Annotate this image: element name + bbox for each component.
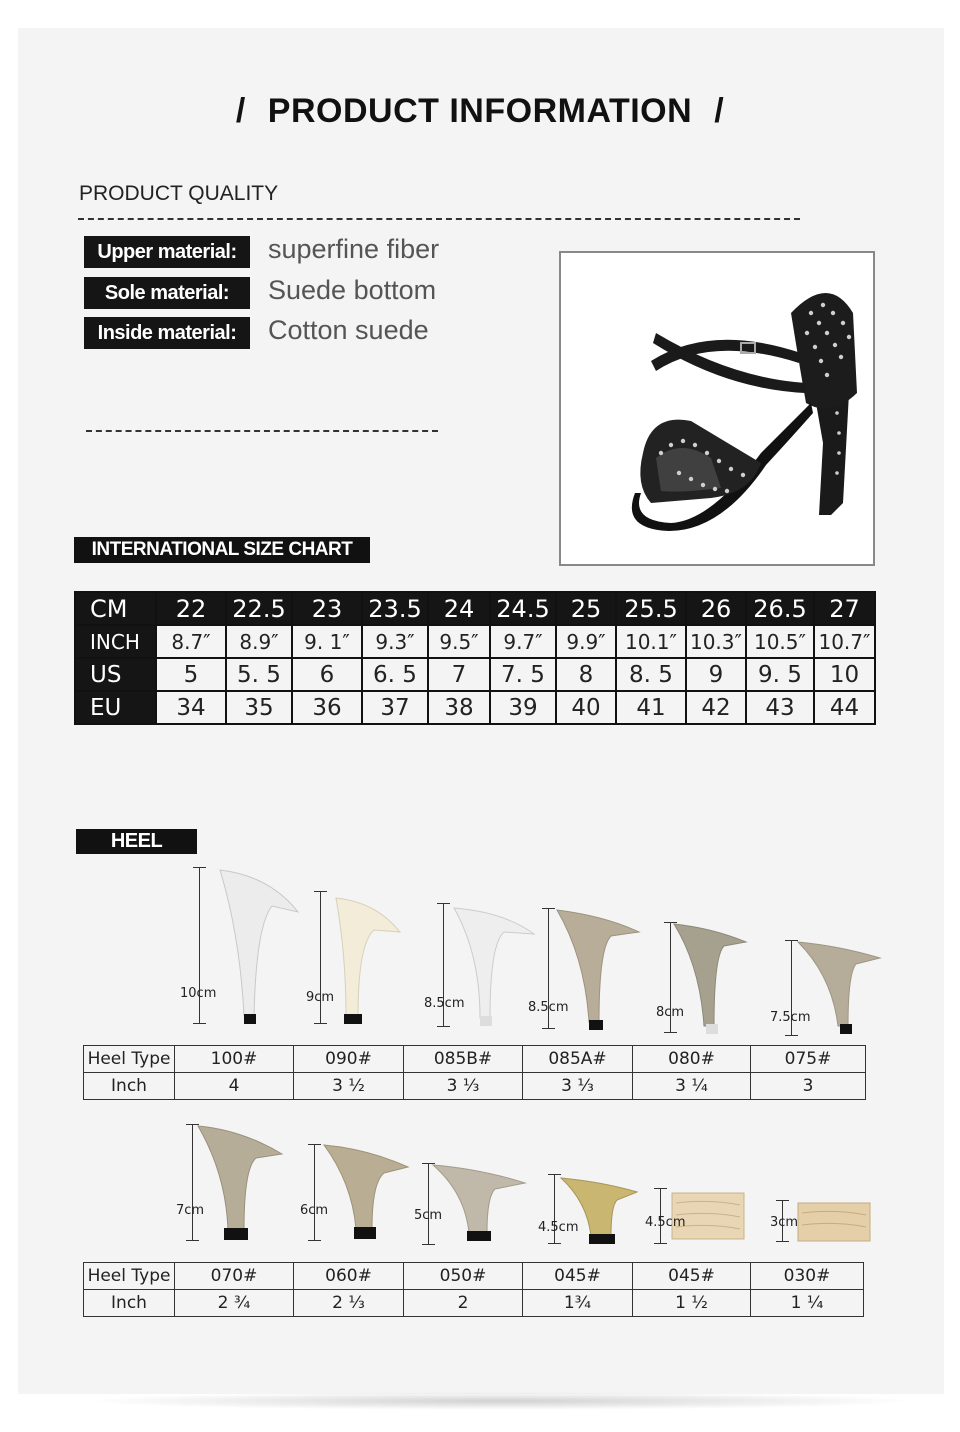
heel-inch-label: Inch	[84, 1290, 175, 1317]
heel-inch-cell: 1 ¼	[751, 1290, 864, 1317]
heel-080-image	[672, 922, 748, 1038]
heel-030-image	[796, 1201, 872, 1243]
size-cell: 5. 5	[226, 658, 292, 691]
size-cell: 23.5	[362, 592, 428, 625]
heel-inch-cell: 4	[175, 1073, 294, 1100]
heel-inch-cell: 2 ⅓	[294, 1290, 404, 1317]
size-cell: 23	[292, 592, 362, 625]
size-cell: 6	[292, 658, 362, 691]
dimension-marker	[192, 1124, 193, 1241]
sole-material-value: Suede bottom	[268, 275, 437, 305]
heel-050-image	[431, 1163, 527, 1245]
upper-material-value: superfine fiber	[268, 234, 440, 264]
heel-height-label: 5cm	[414, 1208, 443, 1223]
size-cell: 40	[556, 691, 616, 724]
heel-type-label: Heel Type	[84, 1263, 175, 1290]
heel-inch-cell: 1 ½	[633, 1290, 751, 1317]
heel-banner: HEEL	[76, 829, 197, 854]
heel-height-label: 4.5cm	[645, 1215, 686, 1230]
heel-inch-cell: 3	[751, 1073, 866, 1100]
size-chart-banner: INTERNATIONAL SIZE CHART	[74, 537, 370, 563]
dimension-marker	[314, 1144, 315, 1241]
size-cell: 8.9″	[226, 625, 292, 658]
heel-inch-cell: 3 ¼	[633, 1073, 751, 1100]
heel-inch-cell: 3 ⅓	[404, 1073, 523, 1100]
heel-type-cell: 080#	[633, 1046, 751, 1073]
heel-height-label: 4.5cm	[538, 1220, 579, 1235]
size-cell: 22.5	[226, 592, 292, 625]
heel-height-label: 6cm	[300, 1203, 329, 1218]
heel-type-cell: 085A#	[523, 1046, 633, 1073]
dashed-divider-bottom	[86, 430, 438, 432]
heel-type-row	[84, 1263, 864, 1290]
row-header-cm: CM	[75, 592, 156, 625]
heel-inch-row	[84, 1290, 864, 1317]
size-cell: 10.3″	[686, 625, 746, 658]
size-cell: 41	[616, 691, 686, 724]
size-cell: 24	[428, 592, 490, 625]
size-cell: 8	[556, 658, 616, 691]
size-cell: 43	[746, 691, 814, 724]
size-row-cm	[75, 592, 875, 625]
size-cell: 9. 5	[746, 658, 814, 691]
size-cell: 35	[226, 691, 292, 724]
heel-060-image	[322, 1143, 410, 1241]
heel-type-cell: 070#	[175, 1263, 294, 1290]
heel-height-label: 8.5cm	[424, 996, 465, 1011]
size-cell: 9.7″	[490, 625, 556, 658]
heel-height-label: 9cm	[306, 990, 335, 1005]
heel-045-image	[559, 1176, 639, 1246]
heel-inch-row	[84, 1073, 866, 1100]
heel-inch-cell: 2 ¾	[175, 1290, 294, 1317]
heel-type-cell: 100#	[175, 1046, 294, 1073]
size-row-inch	[75, 625, 875, 658]
size-cell: 5	[156, 658, 226, 691]
size-cell: 9.9″	[556, 625, 616, 658]
size-cell: 38	[428, 691, 490, 724]
product-quality-label: PRODUCT QUALITY	[79, 182, 279, 205]
row-header-eu: EU	[75, 691, 156, 724]
heel-type-cell: 090#	[294, 1046, 404, 1073]
heel-type-cell: 045#	[633, 1263, 751, 1290]
product-photo	[559, 251, 875, 566]
size-cell: 22	[156, 592, 226, 625]
heel-table-row1	[83, 1045, 866, 1100]
size-cell: 25.5	[616, 592, 686, 625]
heel-type-cell: 075#	[751, 1046, 866, 1073]
title-slash-right: /	[714, 92, 725, 130]
size-cell: 24.5	[490, 592, 556, 625]
size-cell: 39	[490, 691, 556, 724]
heel-inch-cell: 2	[404, 1290, 523, 1317]
size-cell: 34	[156, 691, 226, 724]
size-cell: 26.5	[746, 592, 814, 625]
size-cell: 7. 5	[490, 658, 556, 691]
heel-inch-label: Inch	[84, 1073, 175, 1100]
heel-type-cell: 045#	[523, 1263, 633, 1290]
size-cell: 7	[428, 658, 490, 691]
heel-type-cell: 050#	[404, 1263, 523, 1290]
heel-100-image	[210, 866, 300, 1026]
inside-material-key: Inside material:	[84, 317, 250, 349]
heel-type-cell: 030#	[751, 1263, 864, 1290]
page-title	[0, 92, 960, 131]
upper-material-key: Upper material:	[84, 236, 250, 268]
heel-height-label: 10cm	[180, 986, 217, 1001]
size-cell: 8. 5	[616, 658, 686, 691]
heel-090-image	[332, 894, 402, 1026]
size-cell: 44	[814, 691, 875, 724]
size-cell: 9	[686, 658, 746, 691]
sole-material-key: Sole material:	[84, 277, 250, 309]
heel-inch-cell: 3 ⅓	[523, 1073, 633, 1100]
size-row-us	[75, 658, 875, 691]
size-cell: 10.1″	[616, 625, 686, 658]
heel-height-label: 8cm	[656, 1005, 685, 1020]
size-cell: 10.7″	[814, 625, 875, 658]
size-cell: 37	[362, 691, 428, 724]
size-cell: 10	[814, 658, 875, 691]
heel-height-label: 8.5cm	[528, 1000, 569, 1015]
row-header-inch: INCH	[75, 625, 156, 658]
heel-height-label: 3cm	[770, 1215, 799, 1230]
size-cell: 9.3″	[362, 625, 428, 658]
heel-type-label: Heel Type	[84, 1046, 175, 1073]
size-cell: 26	[686, 592, 746, 625]
heel-inch-cell: 1¾	[523, 1290, 633, 1317]
inside-material-value: Cotton suede	[268, 315, 429, 345]
size-cell: 9. 1″	[292, 625, 362, 658]
heel-type-cell: 060#	[294, 1263, 404, 1290]
size-cell: 36	[292, 691, 362, 724]
heel-type-cell: 085B#	[404, 1046, 523, 1073]
dashed-divider-top	[78, 218, 800, 220]
size-row-eu	[75, 691, 875, 724]
size-cell: 25	[556, 592, 616, 625]
size-cell: 27	[814, 592, 875, 625]
size-cell: 6. 5	[362, 658, 428, 691]
heel-inch-cell: 3 ½	[294, 1073, 404, 1100]
title-slash-left: /	[235, 92, 246, 130]
heel-height-label: 7.5cm	[770, 1010, 811, 1025]
title-text: PRODUCT INFORMATION	[267, 92, 693, 130]
heel-table-row2	[83, 1262, 864, 1317]
heel-height-label: 7cm	[176, 1203, 205, 1218]
size-cell: 42	[686, 691, 746, 724]
heel-070-image	[196, 1124, 284, 1242]
dance-sandal-image	[561, 253, 873, 564]
row-header-us: US	[75, 658, 156, 691]
panel-shadow	[80, 1392, 920, 1410]
size-cell: 8.7″	[156, 625, 226, 658]
size-chart-table	[74, 591, 876, 725]
size-cell: 10.5″	[746, 625, 814, 658]
heel-type-row	[84, 1046, 866, 1073]
dimension-marker	[428, 1163, 429, 1245]
size-cell: 9.5″	[428, 625, 490, 658]
